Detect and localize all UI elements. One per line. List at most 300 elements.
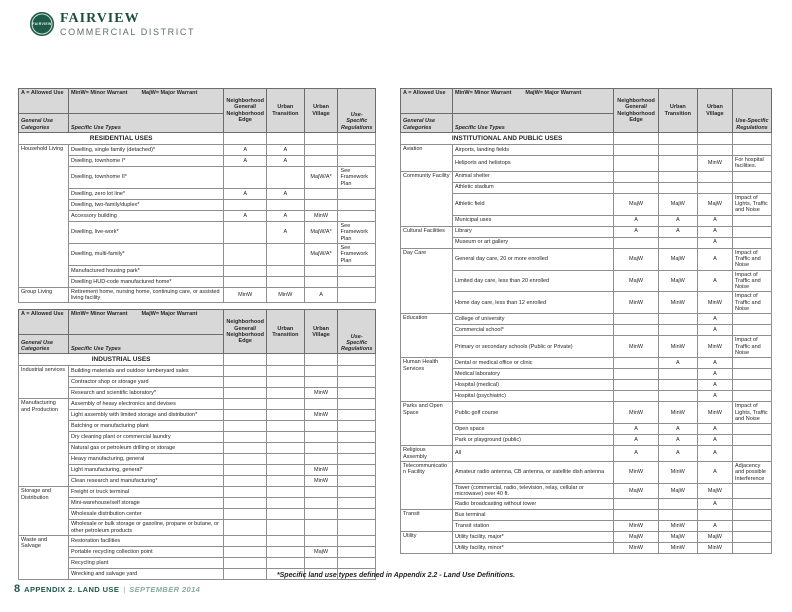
value-cell <box>304 366 338 377</box>
table-row <box>19 421 376 432</box>
regulation-cell <box>338 399 376 410</box>
value-cell: A <box>658 215 697 226</box>
table-row <box>19 276 376 287</box>
value-cell <box>224 509 267 520</box>
value-cell: MajW <box>614 483 659 499</box>
value-cell: MinW <box>614 543 659 554</box>
column-header-transition: Urban Transition <box>267 89 304 133</box>
value-cell <box>267 388 304 399</box>
value-cell: MajW <box>614 248 659 270</box>
value-cell: A <box>697 521 732 532</box>
value-cell <box>267 399 304 410</box>
table-row <box>19 287 376 303</box>
category-cell: Cultural Facilities <box>401 226 453 248</box>
value-cell: A <box>697 226 732 237</box>
regulation-cell <box>338 454 376 465</box>
column-header-regulations: Use-Specific Regulations <box>338 310 376 354</box>
value-cell: A <box>697 314 732 325</box>
table-row <box>19 156 376 167</box>
regulation-cell <box>733 215 772 226</box>
value-cell <box>267 509 304 520</box>
table-row <box>401 248 772 270</box>
value-cell: MinW <box>658 461 697 483</box>
use-cell: Restoration facilities <box>68 536 223 547</box>
value-cell: A <box>658 226 697 237</box>
use-cell: General day care, 20 or more enrolled <box>452 248 613 270</box>
regulation-cell <box>338 410 376 421</box>
table-row <box>401 358 772 369</box>
regulation-cell: See Framework Plan <box>338 221 376 243</box>
table-row <box>19 399 376 410</box>
value-cell: MajW <box>658 483 697 499</box>
table-row <box>19 443 376 454</box>
value-cell: MajW <box>304 547 338 558</box>
use-cell: Portable recycling collection point <box>68 547 223 558</box>
regulation-cell <box>338 443 376 454</box>
value-cell: MinW <box>697 543 732 554</box>
table-row <box>401 510 772 521</box>
value-cell <box>614 391 659 402</box>
category-cell: Aviation <box>401 145 453 172</box>
left-table-column <box>18 88 376 580</box>
use-cell: Heavy manufacturing, general <box>68 454 223 465</box>
page-number: 8 <box>14 583 21 595</box>
regulation-cell: Impact of Traffic and Noise <box>733 292 772 314</box>
table-row <box>401 391 772 402</box>
use-cell: Research and scientific laboratory* <box>68 388 223 399</box>
table-row <box>19 454 376 465</box>
value-cell <box>697 510 732 521</box>
regulation-cell <box>338 487 376 498</box>
value-cell <box>614 314 659 325</box>
column-header-category: General Use Categories <box>19 114 69 133</box>
column-header-specific: Specific Use Types <box>452 114 613 133</box>
category-cell: Household Living <box>19 145 69 288</box>
value-cell: MinW <box>304 388 338 399</box>
regulation-cell <box>338 547 376 558</box>
column-header-transition: Urban Transition <box>658 89 697 133</box>
regulation-cell <box>733 499 772 510</box>
value-cell <box>614 325 659 336</box>
regulation-cell <box>338 377 376 388</box>
column-header-edge: Neighborhood General/ Neighborhood Edge <box>224 310 267 354</box>
value-cell: A <box>697 358 732 369</box>
regulation-cell <box>733 435 772 446</box>
value-cell: MinW <box>614 461 659 483</box>
value-cell <box>224 221 267 243</box>
table-row <box>19 243 376 265</box>
use-cell: Wholesale distribution center <box>68 509 223 520</box>
value-cell <box>304 145 338 156</box>
regulation-cell <box>338 476 376 487</box>
value-cell <box>304 265 338 276</box>
value-cell: A <box>697 446 732 462</box>
use-cell: Dental or medical office or clinic <box>452 358 613 369</box>
value-cell <box>224 388 267 399</box>
value-cell: MinW <box>614 292 659 314</box>
value-cell: A <box>697 237 732 248</box>
table-row <box>401 314 772 325</box>
value-cell <box>224 410 267 421</box>
value-cell: MinW <box>614 336 659 358</box>
table-row <box>401 446 772 462</box>
use-cell: Limited day care, less than 20 enrolled <box>452 270 613 292</box>
use-cell: Municipal uses <box>452 215 613 226</box>
value-cell <box>304 276 338 287</box>
regulation-cell: For hospital facilities. <box>733 156 772 172</box>
value-cell <box>304 509 338 520</box>
value-cell: MajW <box>614 270 659 292</box>
value-cell: A <box>697 461 732 483</box>
use-cell: Mini-warehouse/self storage <box>68 498 223 509</box>
value-cell: MajW/A* <box>304 167 338 189</box>
table-row <box>19 167 376 189</box>
regulation-cell <box>338 265 376 276</box>
value-cell <box>224 487 267 498</box>
value-cell <box>658 325 697 336</box>
use-cell: Retirement home, nursing home, continuing care, or assisted living facility <box>68 287 223 303</box>
value-cell: MinW <box>697 156 732 172</box>
value-cell: A <box>267 156 304 167</box>
value-cell: MinW <box>658 521 697 532</box>
value-cell <box>224 443 267 454</box>
legend-allowed: A = Allowed Use <box>19 89 69 114</box>
value-cell <box>224 421 267 432</box>
value-cell <box>224 476 267 487</box>
use-cell: Wholesale or bulk storage or gasoline, propane or butane, or other petroleum products <box>68 520 223 536</box>
table-row <box>19 558 376 569</box>
table-row <box>19 388 376 399</box>
value-cell <box>267 520 304 536</box>
regulation-cell <box>338 188 376 199</box>
value-cell: A <box>658 424 697 435</box>
table-row <box>401 171 772 182</box>
value-cell: A <box>658 446 697 462</box>
table-row <box>401 461 772 483</box>
regulation-cell <box>733 182 772 193</box>
regulation-cell <box>733 325 772 336</box>
table-row <box>19 145 376 156</box>
regulation-cell: Impact of Lights, Traffic and Noise <box>733 193 772 215</box>
use-cell: Accessory building <box>68 210 223 221</box>
table-row <box>19 465 376 476</box>
value-cell <box>224 399 267 410</box>
value-cell <box>658 171 697 182</box>
regulation-cell <box>733 380 772 391</box>
use-cell: Primary or secondary schools (Public or Private) <box>452 336 613 358</box>
table-row <box>19 188 376 199</box>
use-cell: Light assembly with limited storage and distribution* <box>68 410 223 421</box>
table-row <box>401 380 772 391</box>
value-cell: MinW <box>614 402 659 424</box>
use-cell: Animal shelter <box>452 171 613 182</box>
residential-uses-table-wrap <box>18 88 376 303</box>
category-cell: Manufacturing and Production <box>19 399 69 487</box>
value-cell <box>304 558 338 569</box>
table-row <box>19 487 376 498</box>
legend-warrants: MinW= Minor Warrant MajW= Major Warrant <box>452 89 613 114</box>
value-cell: MajW <box>697 483 732 499</box>
value-cell <box>267 498 304 509</box>
regulation-cell <box>338 287 376 303</box>
value-cell <box>658 145 697 156</box>
value-cell: MinW <box>658 292 697 314</box>
value-cell <box>697 182 732 193</box>
brand-header <box>30 12 195 37</box>
use-cell: Hospital (medical) <box>452 380 613 391</box>
value-cell <box>267 265 304 276</box>
value-cell: MinW <box>267 287 304 303</box>
table-row <box>401 237 772 248</box>
use-cell: Dry cleaning plant or commercial laundry <box>68 432 223 443</box>
value-cell <box>224 465 267 476</box>
value-cell <box>614 369 659 380</box>
regulation-cell <box>733 226 772 237</box>
regulation-cell <box>733 171 772 182</box>
use-cell: Manufactured housing park* <box>68 265 223 276</box>
table-row <box>401 145 772 156</box>
value-cell: MajW/A* <box>304 243 338 265</box>
value-cell <box>267 377 304 388</box>
brand-title: FAIRVIEW <box>60 11 140 26</box>
table-row <box>401 182 772 193</box>
table-row <box>401 336 772 358</box>
regulation-cell <box>733 424 772 435</box>
value-cell <box>304 377 338 388</box>
value-cell <box>304 188 338 199</box>
column-header-regulations: Use-Specific Regulations <box>338 89 376 133</box>
value-cell <box>614 156 659 172</box>
value-cell: A <box>697 424 732 435</box>
value-cell <box>304 520 338 536</box>
regulation-cell: See Framework Plan <box>338 243 376 265</box>
value-cell: MinW <box>658 336 697 358</box>
value-cell: MajW <box>658 193 697 215</box>
regulation-cell: Impact of Traffic and Noise <box>733 336 772 358</box>
use-cell: Amateur radio antenna, CB antenna, or satellite dish antenna <box>452 461 613 483</box>
value-cell <box>697 171 732 182</box>
value-cell <box>267 410 304 421</box>
use-cell: Dwelling, multi-family* <box>68 243 223 265</box>
table-row <box>19 199 376 210</box>
category-cell: Telecommunication Facility <box>401 461 453 510</box>
value-cell: MinW <box>304 476 338 487</box>
value-cell <box>658 314 697 325</box>
regulation-cell <box>733 510 772 521</box>
section-title: INSTITUTIONAL AND PUBLIC USES <box>401 133 614 145</box>
table-row <box>19 366 376 377</box>
use-cell: Park or playground (public) <box>452 435 613 446</box>
regulation-cell <box>733 369 772 380</box>
value-cell: MajW <box>614 193 659 215</box>
value-cell <box>304 156 338 167</box>
value-cell: MinW <box>697 402 732 424</box>
regulation-cell <box>338 432 376 443</box>
table-row <box>401 215 772 226</box>
regulation-cell <box>338 156 376 167</box>
value-cell: A <box>697 391 732 402</box>
right-table-column <box>400 88 772 554</box>
use-cell: Batching or manufacturing plant <box>68 421 223 432</box>
regulation-cell <box>338 421 376 432</box>
value-cell <box>267 167 304 189</box>
value-cell: A <box>224 156 267 167</box>
value-cell: A <box>224 188 267 199</box>
use-cell: Contractor shop or storage yard <box>68 377 223 388</box>
value-cell <box>267 443 304 454</box>
value-cell: A <box>697 270 732 292</box>
category-cell: Religious Assembly <box>401 446 453 462</box>
regulation-cell <box>733 532 772 543</box>
value-cell <box>267 276 304 287</box>
regulation-cell <box>733 483 772 499</box>
value-cell: A <box>267 145 304 156</box>
value-cell <box>224 547 267 558</box>
table-row <box>19 432 376 443</box>
table-row <box>401 483 772 499</box>
value-cell: A <box>697 325 732 336</box>
value-cell: A <box>304 287 338 303</box>
table-row <box>401 270 772 292</box>
legend-warrants: MinW= Minor Warrant MajW= Major Warrant <box>68 310 223 335</box>
column-header-edge: Neighborhood General/ Neighborhood Edge <box>224 89 267 133</box>
value-cell <box>267 536 304 547</box>
use-cell: Dwelling HUD-code manufactured home* <box>68 276 223 287</box>
value-cell <box>697 145 732 156</box>
use-cell: Commercial school* <box>452 325 613 336</box>
section-title: INDUSTRIAL USES <box>19 354 224 366</box>
value-cell <box>267 487 304 498</box>
use-cell: Museum or art gallery <box>452 237 613 248</box>
value-cell <box>267 558 304 569</box>
value-cell <box>224 454 267 465</box>
value-cell <box>614 499 659 510</box>
regulation-cell <box>338 536 376 547</box>
value-cell: A <box>614 226 659 237</box>
value-cell <box>614 510 659 521</box>
use-cell: Home day care, less than 12 enrolled <box>452 292 613 314</box>
use-cell: Dwelling, zero lot line* <box>68 188 223 199</box>
use-cell: Wrecking and salvage yard <box>68 569 223 580</box>
value-cell <box>267 366 304 377</box>
regulation-cell: Adjacency and possible Interference <box>733 461 772 483</box>
use-cell: Radio broadcasting without tower <box>452 499 613 510</box>
logo-text: FAIRVIEW <box>32 22 52 26</box>
table-row <box>19 410 376 421</box>
table-row <box>19 509 376 520</box>
value-cell <box>267 476 304 487</box>
value-cell <box>304 487 338 498</box>
column-header-specific: Specific Use Types <box>68 114 223 133</box>
regulation-cell <box>338 465 376 476</box>
value-cell: MinW <box>658 402 697 424</box>
column-header-village: Urban Village <box>304 89 338 133</box>
category-cell: Day Care <box>401 248 453 314</box>
value-cell <box>224 366 267 377</box>
footer-label: APPENDIX 2. LAND USE <box>24 585 120 594</box>
value-cell <box>304 454 338 465</box>
regulation-cell <box>338 199 376 210</box>
regulation-cell <box>338 509 376 520</box>
column-header-edge: Neighborhood General/ Neighborhood Edge <box>614 89 659 133</box>
value-cell: MinW <box>304 410 338 421</box>
regulation-cell <box>733 237 772 248</box>
table-row <box>401 226 772 237</box>
value-cell <box>267 199 304 210</box>
value-cell <box>658 182 697 193</box>
use-cell: Dwelling, live-work* <box>68 221 223 243</box>
table-row <box>19 265 376 276</box>
use-cell: Utility facility, major* <box>452 532 613 543</box>
value-cell <box>224 243 267 265</box>
table-row <box>401 369 772 380</box>
value-cell <box>224 276 267 287</box>
value-cell: A <box>614 446 659 462</box>
land-use-table <box>400 88 772 554</box>
use-cell: Bus terminal <box>452 510 613 521</box>
value-cell <box>224 498 267 509</box>
value-cell: A <box>614 215 659 226</box>
value-cell: A <box>697 380 732 391</box>
regulation-cell: Impact of Traffic and Noise <box>733 248 772 270</box>
value-cell <box>614 380 659 391</box>
value-cell: MajW <box>658 248 697 270</box>
column-header-village: Urban Village <box>304 310 338 354</box>
regulation-cell <box>338 388 376 399</box>
regulation-cell: See Framework Plan <box>338 167 376 189</box>
table-row <box>19 547 376 558</box>
footer-date: SEPTEMBER 2014 <box>129 585 201 594</box>
value-cell: MinW <box>697 336 732 358</box>
value-cell: MinW <box>658 543 697 554</box>
use-cell: Dwelling, single family (detached)* <box>68 145 223 156</box>
footer-separator: | <box>123 585 126 594</box>
table-row <box>19 476 376 487</box>
value-cell <box>304 443 338 454</box>
value-cell <box>224 199 267 210</box>
legend-allowed: A = Allowed Use <box>401 89 453 114</box>
table-row <box>401 543 772 554</box>
use-cell: Transit station <box>452 521 613 532</box>
use-cell: Athletic stadium <box>452 182 613 193</box>
institutional-uses-table-wrap <box>400 88 772 554</box>
value-cell: A <box>614 424 659 435</box>
regulation-cell <box>338 210 376 221</box>
table-row <box>19 536 376 547</box>
use-cell: Medical laboratory <box>452 369 613 380</box>
value-cell: MajW/A* <box>304 221 338 243</box>
table-row <box>401 435 772 446</box>
category-cell: Education <box>401 314 453 358</box>
column-header-transition: Urban Transition <box>267 310 304 354</box>
table-row <box>401 532 772 543</box>
use-cell: Heliports and helistops <box>452 156 613 172</box>
use-cell: Freight or truck terminal <box>68 487 223 498</box>
regulation-cell <box>338 145 376 156</box>
column-header-category: General Use Categories <box>401 114 453 133</box>
regulation-cell <box>733 543 772 554</box>
use-cell: Building materials and outdoor lumberyard sales <box>68 366 223 377</box>
value-cell <box>614 171 659 182</box>
table-row <box>401 292 772 314</box>
value-cell <box>658 380 697 391</box>
footnote: *Specific land use types defined in Appendix 2.2 - Land Use Definitions. <box>276 572 516 579</box>
table-row <box>401 424 772 435</box>
table-row <box>401 325 772 336</box>
column-header-specific: Specific Use Types <box>68 335 223 354</box>
page-footer <box>14 583 200 595</box>
value-cell <box>224 520 267 536</box>
